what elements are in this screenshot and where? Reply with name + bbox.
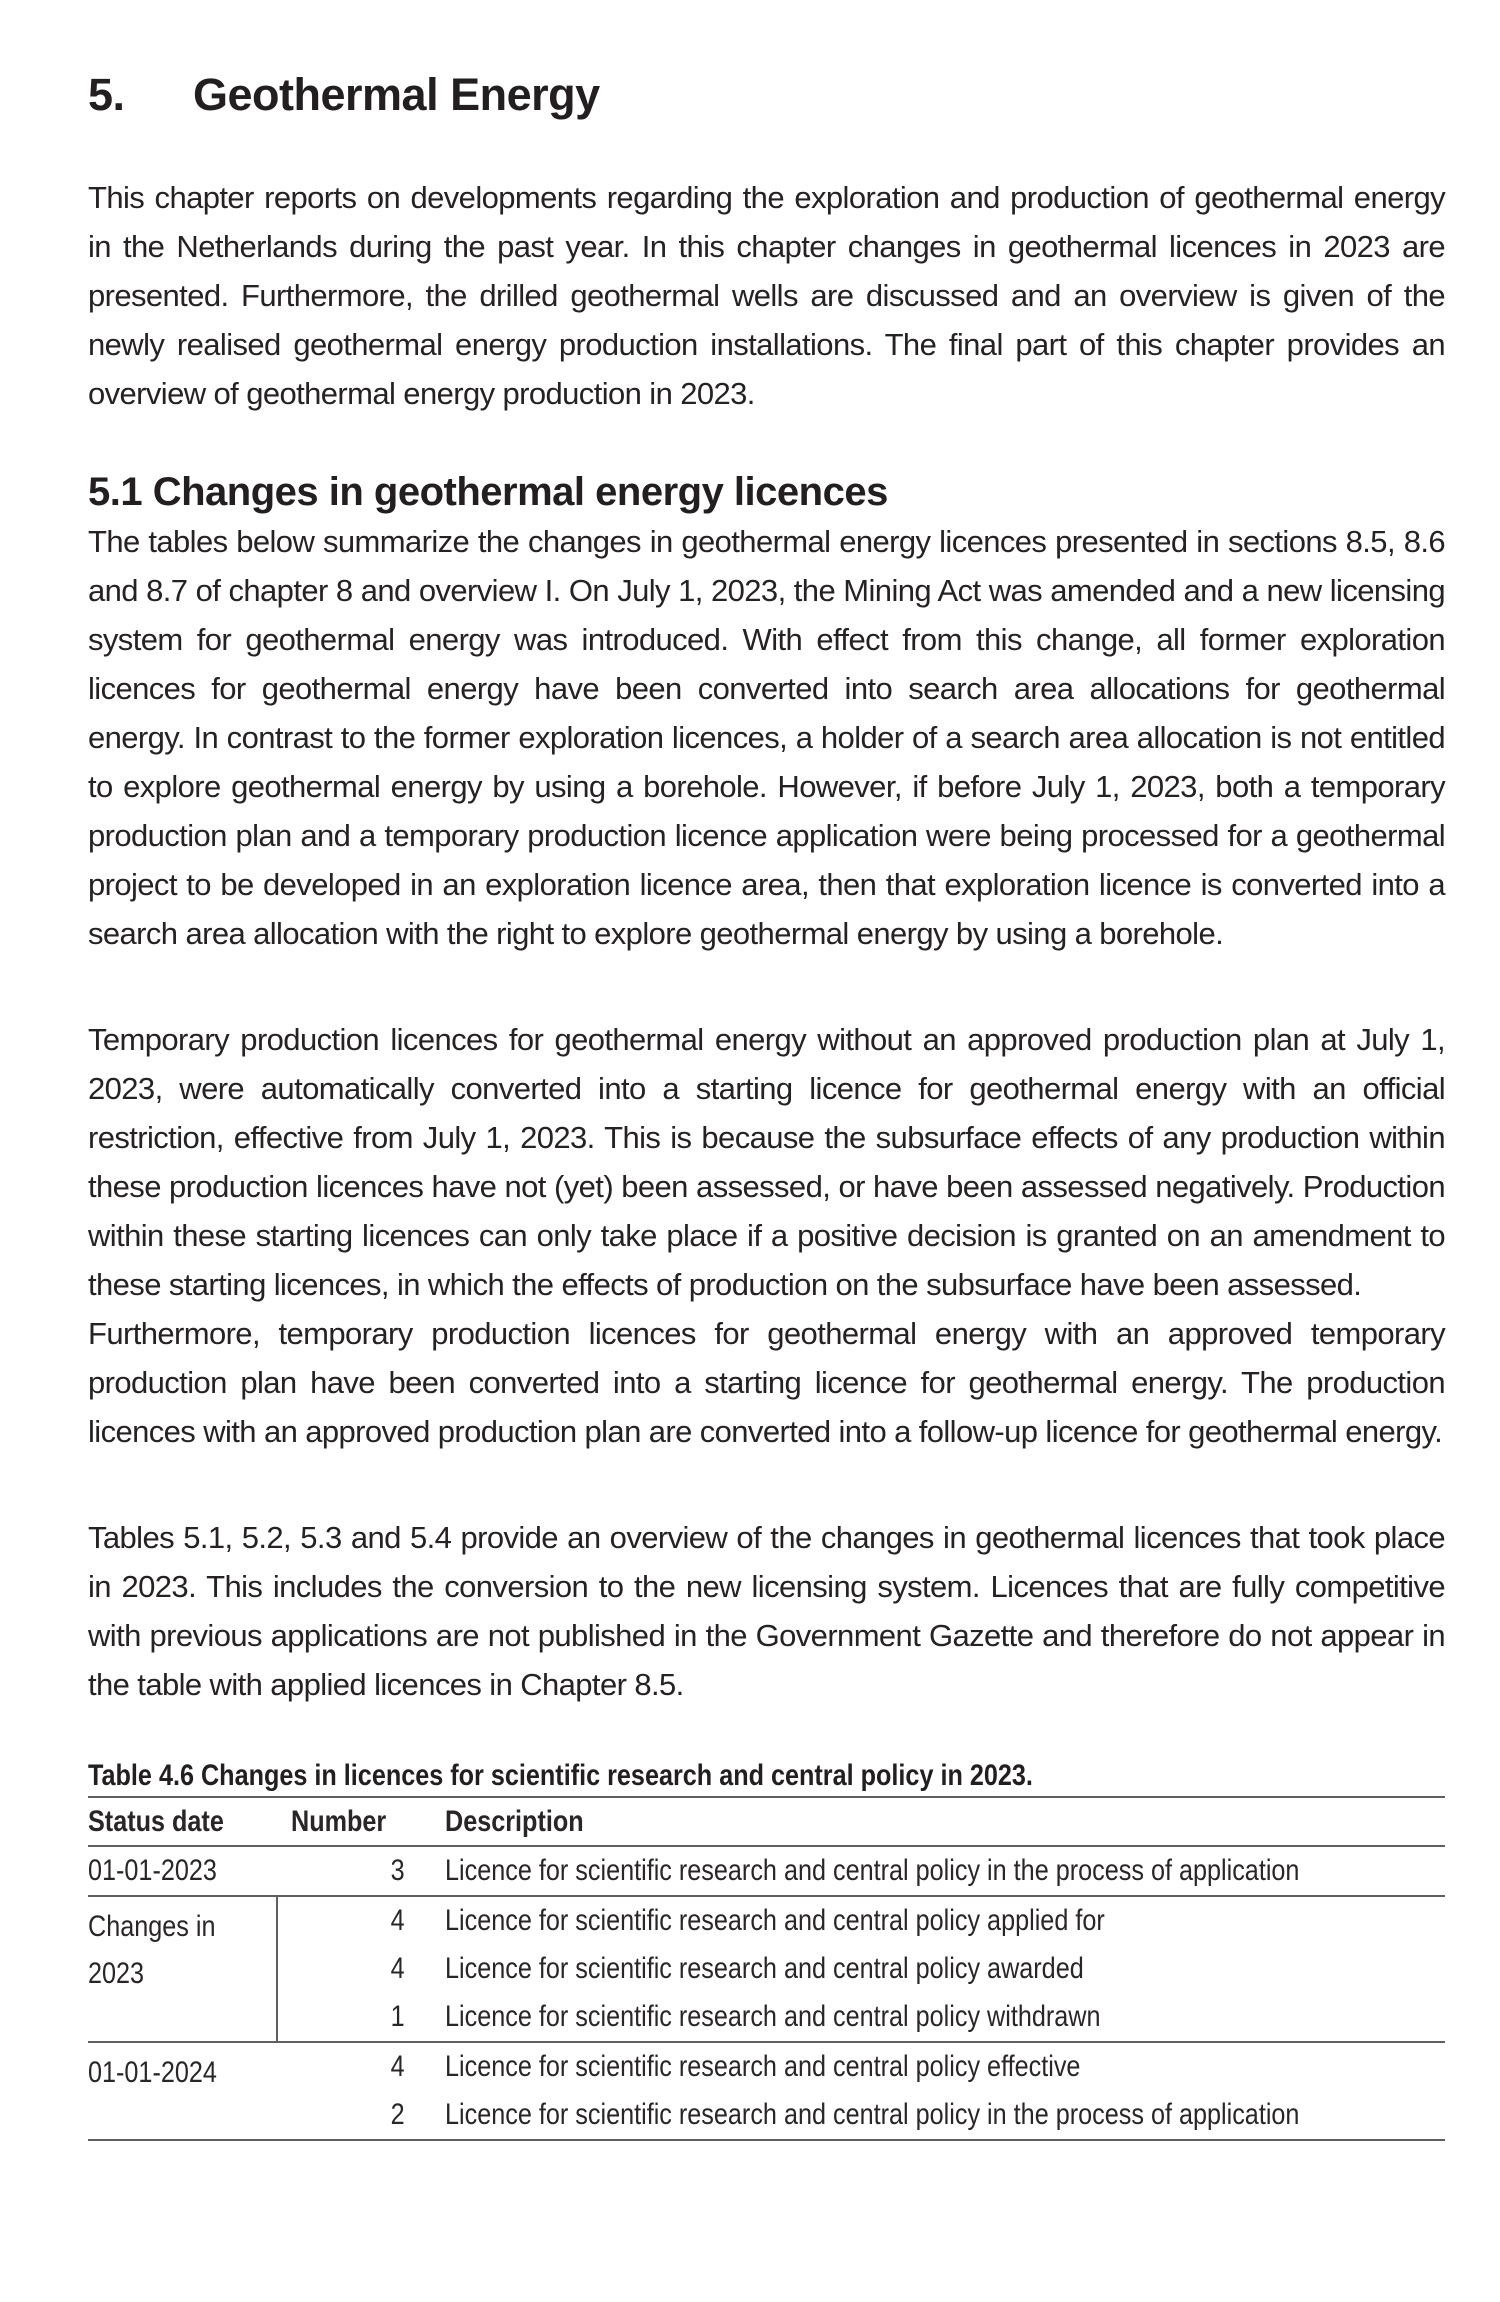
header-description: [445, 1797, 1445, 1846]
status-date-cell: 01-01-2024: [88, 2056, 217, 2089]
status-date-cell: Changes in 2023: [88, 1896, 277, 2042]
table-row: [88, 2042, 1445, 2091]
description-cell: Licence for scientific research and central policy in the process of application: [445, 2098, 1300, 2131]
chapter-title: Geothermal Energy: [193, 69, 600, 120]
licences-table: [88, 1796, 1445, 2141]
chapter-number: 5.: [88, 69, 125, 120]
table-row: [88, 2091, 1445, 2140]
number-cell: 4: [390, 1904, 405, 1937]
section-paragraph-1: The tables below summarize the changes in geothermal energy licences presented in sections 8.5, 8.6 and 8.7 of chapter 8 and overview I. On July 1, 2023, the Mining Act was amended and a new licensing system for geothermal energy was introduced. With effect from this change, all former exploration licences for geothermal energy have been converted into search area allocations for geothermal energy. In contrast to the former exploration licences, a holder of a search area allocation is not entitled to explore geothermal energy by using a borehole. However, if before July 1, 2023, both a temporary production plan and a temporary production licence application were being processed for a geothermal project to be developed in an exploration licence area, then that exploration licence is converted into a search area allocation with the right to explore geothermal energy by using a borehole.: [88, 524, 1445, 951]
description-cell: Licence for scientific research and central policy withdrawn: [445, 1993, 1445, 2042]
header-status-date-label: Status date: [88, 1805, 224, 1838]
table-row: [88, 1846, 1445, 1896]
section-paragraph-4: Tables 5.1, 5.2, 5.3 and 5.4 provide an overview of the changes in geothermal licences that took place in 2023. This includes the conversion to the new licensing system. Licences that are fully competitive with previous applications are not published in the Government Gazette and therefore do not appear in the table with applied licences in Chapter 8.5.: [88, 1520, 1445, 1702]
number-cell: 4: [390, 2050, 405, 2083]
table-header-row: [88, 1797, 1445, 1846]
description-cell: Licence for scientific research and central policy effective: [445, 2050, 1081, 2083]
number-cell: 1: [277, 1993, 445, 2042]
number-cell: 2: [390, 2098, 405, 2131]
status-date-cell: 01-01-2023: [88, 1846, 277, 1896]
number-cell: 4: [390, 1952, 405, 1985]
intro-paragraph: This chapter reports on developments regarding the exploration and production of geothermal energy in the Netherlands during the past year. In this chapter changes in geothermal licences in 2023 are presented. Furthermore, the drilled geothermal wells are discussed and an overview is given of the newly realised geothermal energy production installations. The final part of this chapter provides an overview of geothermal energy production in 2023.: [88, 180, 1445, 411]
description-cell: Licence for scientific research and central policy awarded: [445, 1952, 1084, 1985]
description-cell: Licence for scientific research and central policy in the process of application: [445, 1846, 1445, 1896]
section-heading-5-1: 5.1 Changes in geothermal energy licences: [88, 470, 888, 514]
table-row: [88, 1945, 1445, 1993]
header-status-date: [88, 1797, 277, 1846]
header-description-label: Description: [445, 1805, 584, 1838]
description-cell: Licence for scientific research and central policy applied for: [445, 1904, 1105, 1937]
header-number-label: Number: [291, 1805, 387, 1838]
header-number: [277, 1797, 445, 1846]
table-caption: [88, 1756, 1445, 1796]
section-paragraph-2: Temporary production licences for geothermal energy without an approved production plan at July 1, 2023, were automatically converted into a starting licence for geothermal energy with an official restriction, effective from July 1, 2023. This is because the subsurface effects of any production within these production licences have not (yet) been assessed, or have been assessed negatively. Production within these starting licences can only take place if a positive decision is granted on an amendment to these starting licences, in which the effects of production on the subsurface have been assessed.: [88, 1022, 1445, 1302]
table-caption-text: Table 4.6 Changes in licences for scientific research and central policy in 2023.: [88, 1759, 1033, 1792]
table-row: [88, 1993, 1445, 2042]
section-paragraph-3: Furthermore, temporary production licences for geothermal energy with an approved temporary production plan have been converted into a starting licence for geothermal energy. The production licences with an approved production plan are converted into a follow-up licence for geothermal energy.: [88, 1316, 1445, 1449]
number-cell: 3: [277, 1846, 445, 1896]
chapter-heading: [88, 68, 1445, 121]
table-row: [88, 1896, 1445, 1945]
